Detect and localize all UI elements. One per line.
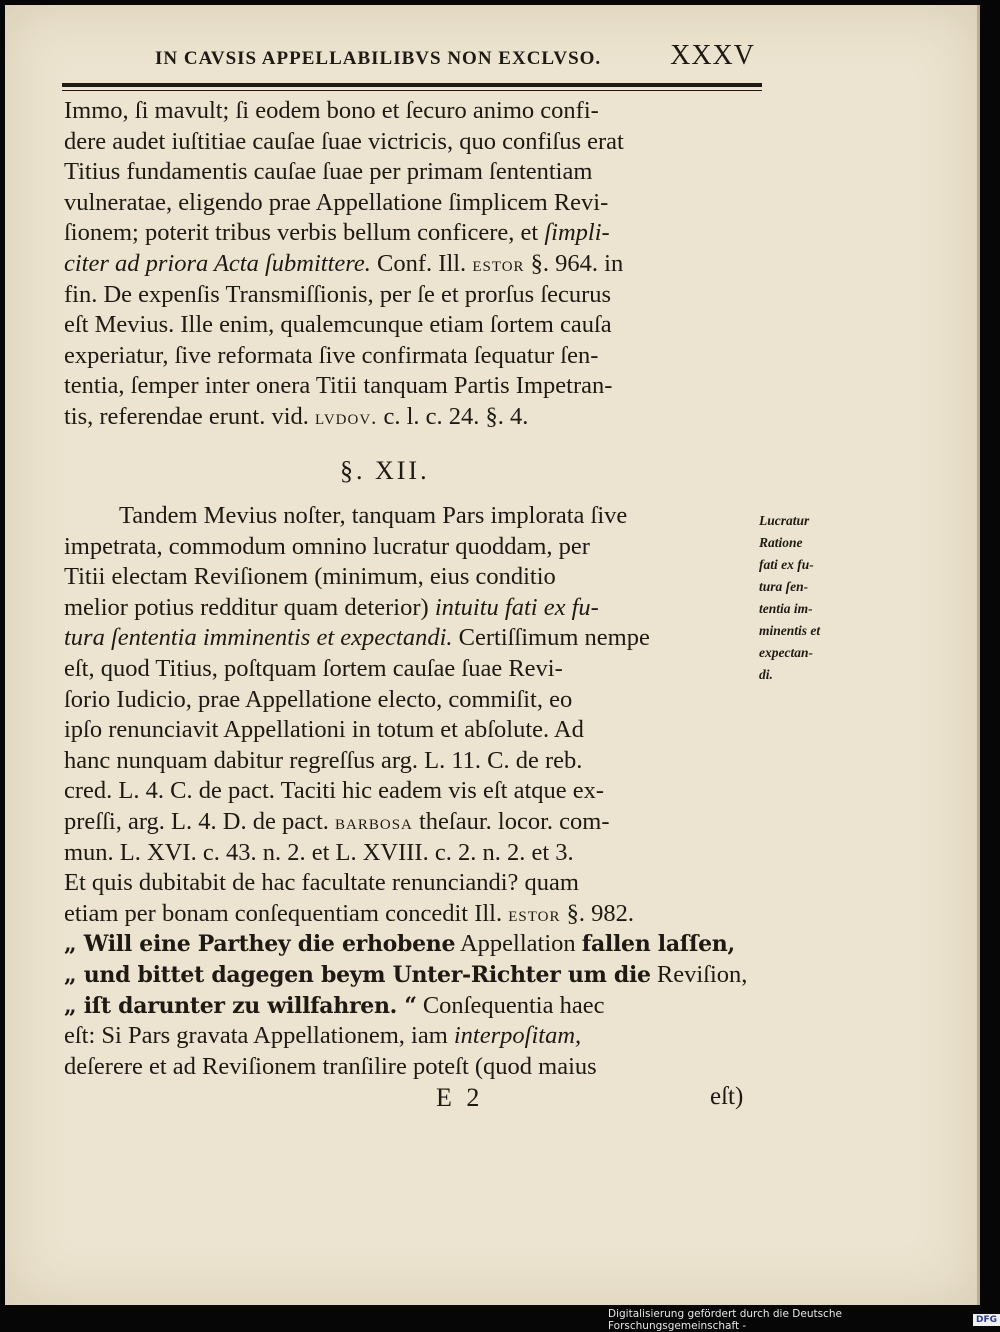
text-line: hanc nunquam dabitur regreſſus arg. L. 11. C. de reb. xyxy=(64,746,583,774)
header-rule xyxy=(62,83,762,87)
text-line: ſionem; poterit tribus verbis bellum conficere, et ſimpli- xyxy=(64,219,610,247)
margin-note-line: tentia im- xyxy=(759,601,813,616)
running-head: IN CAVSIS APPELLABILIBVS NON EXCLVSO. xyxy=(155,48,602,69)
fraktur-quote-line: „ Will eine Parthey die erhobene Appellation fallen laſſen, xyxy=(64,930,735,958)
fraktur-quote-line: „ iſt darunter zu willfahren. “ Conſequentia haec xyxy=(64,991,605,1019)
text-line: tis, referendae erunt. vid. lvdov. c. l. c. 24. §. 4. xyxy=(64,402,529,430)
text-line: melior potius redditur quam deterior) intuitu fati ex fu- xyxy=(64,593,599,621)
dfg-logo: DFG xyxy=(973,1314,1000,1326)
text-line: Titii electam Reviſionem (minimum, eius conditio xyxy=(64,563,556,591)
text-line: ſorio Iudicio, prae Appellatione electo, commiſit, eo xyxy=(64,685,573,713)
digitization-footer xyxy=(608,1308,1000,1332)
text-line: etiam per bonam conſequentiam concedit Ill. estor §. 982. xyxy=(64,899,634,927)
section-heading: §. XII. xyxy=(340,456,430,485)
text-line: deſerere et ad Reviſionem tranſilire poteſt (quod maius xyxy=(64,1052,597,1080)
margin-note-line: fati ex fu- xyxy=(759,557,814,572)
signature-mark: E 2 xyxy=(436,1083,484,1112)
text-line: mun. L. XVI. c. 43. n. 2. et L. XVIII. c. 2. n. 2. et 3. xyxy=(64,838,574,866)
text-line: experiatur, ſive reformata ſive confirmata ſequatur ſen- xyxy=(64,341,599,369)
text-line: Et quis dubitabit de hac facultate renunciandi? quam xyxy=(64,869,579,897)
header-rule-thin xyxy=(62,90,762,91)
text-line: tura ſententia imminentis et expectandi. Certiſſimum nempe xyxy=(64,624,650,652)
paragraph-1 xyxy=(64,96,764,433)
text-line: Tandem Mevius noſter, tanquam Pars implorata ſive xyxy=(119,502,628,529)
fraktur-quote-line: „ und bittet dagegen beym Unter-Richter um die Reviſion, xyxy=(64,960,748,988)
text-line: vulneratae, eligendo prae Appellatione ſimplicem Revi- xyxy=(64,188,609,216)
margin-note xyxy=(759,510,869,686)
text-line: eſt: Si Pars gravata Appellationem, iam interpoſitam, xyxy=(64,1022,582,1050)
margin-note-line: tura ſen- xyxy=(759,579,809,594)
text-line: preſſi, arg. L. 4. D. de pact. barbosa theſaur. locor. com- xyxy=(64,807,610,835)
page-number: XXXV xyxy=(670,40,755,71)
text-line: citer ad priora Acta ſubmittere. Conf. Ill. estor §. 964. in xyxy=(64,249,624,277)
text-line: impetrata, commodum omnino lucratur quoddam, per xyxy=(64,532,590,560)
margin-note-line: expectan- xyxy=(759,645,813,660)
text-line: eſt, quod Titius, poſtquam ſortem cauſae ſuae Revi- xyxy=(64,654,563,682)
footer-text: Digitalisierung gefördert durch die Deutsche Forschungsgemeinschaft - xyxy=(608,1308,842,1332)
paragraph-2 xyxy=(64,501,764,1082)
margin-note-line: di. xyxy=(759,667,773,682)
text-line: eſt Mevius. Ille enim, qualemcunque etiam ſortem cauſa xyxy=(64,311,612,339)
text-line: ipſo renunciavit Appellationi in totum et abſolute. Ad xyxy=(64,716,584,744)
text-line: fin. De expenſis Transmiſſionis, per ſe et prorſus ſecurus xyxy=(64,280,612,308)
margin-note-line: minentis et xyxy=(759,623,821,638)
page-edge xyxy=(977,5,980,1305)
text-line: tentia, ſemper inter onera Titii tanquam Partis Impetran- xyxy=(64,372,613,400)
margin-note-line: Ratione xyxy=(759,535,803,550)
text-line: dere audet iuſtitiae cauſae ſuae victricis, quo confiſus erat xyxy=(64,127,624,155)
text-line: cred. L. 4. C. de pact. Taciti hic eadem vis eſt atque ex- xyxy=(64,777,605,805)
page-header xyxy=(155,40,755,72)
margin-note-line: Lucratur xyxy=(759,513,810,528)
text-line: Immo, ſi mavult; ſi eodem bono et ſecuro animo confi- xyxy=(64,97,599,124)
catchword: eſt) xyxy=(710,1083,744,1110)
text-line: Titius fundamentis cauſae ſuae per primam ſententiam xyxy=(64,158,593,186)
